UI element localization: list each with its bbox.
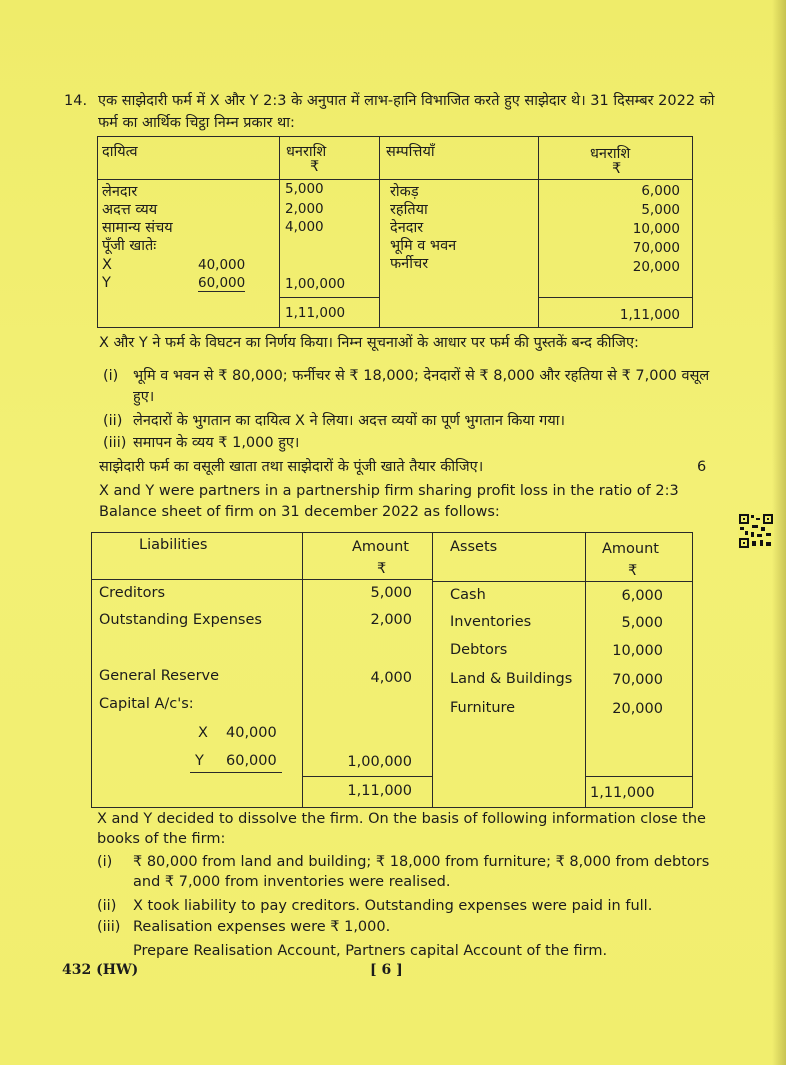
hindi-asset-0: रोकड़ <box>390 184 419 200</box>
hindi-asset-amt-3: 70,000 <box>632 240 680 256</box>
hindi-item-1-text: भूमि व भवन से ₹ 80,000; फर्नीचर से ₹ 18,000; देनदारों से ₹ 8,000 और रहतिया से ₹ 7,000 वसूल हुए। <box>133 368 710 405</box>
english-item-1-text: ₹ 80,000 from land and building; ₹ 18,000 from furniture; ₹ 8,000 from debtors and ₹ 7,000 from inventories were realised. <box>133 854 710 890</box>
hindi-asset-amt-2: 10,000 <box>632 221 680 237</box>
asset-inventories: Inventories <box>450 614 532 630</box>
hindi-header-liabilities: दायित्व <box>102 144 138 160</box>
liab-creditors-amount: 5,000 <box>370 585 412 601</box>
capital-y-amount: 60,000 <box>226 753 277 769</box>
capital-x-label: X <box>198 725 208 741</box>
hindi-liab-x: X <box>102 257 112 273</box>
header-assets: Assets <box>450 539 498 555</box>
hindi-item-2-roman: (ii) <box>103 413 123 429</box>
hindi-total-liabilities: 1,11,000 <box>285 305 346 321</box>
hindi-item-2 <box>103 411 723 432</box>
english-item-3-roman: (iii) <box>97 919 121 935</box>
english-prepare: Prepare Realisation Account, Partners capital Account of the firm. <box>133 943 608 959</box>
liab-capital: Capital A/c's: <box>99 696 194 712</box>
english-item-3-text: Realisation expenses were ₹ 1,000. <box>133 919 391 935</box>
question-intro-hindi <box>64 90 724 134</box>
hindi-item-2-text: लेनदारों के भुगतान का दायित्व X ने लिया। अदत्त व्ययों का पूर्ण भुगतान किया गया। <box>133 413 565 429</box>
hindi-item-1 <box>103 366 723 408</box>
hindi-header-amount-2: धनराशि <box>590 146 631 162</box>
capital-total: 1,00,000 <box>347 754 412 770</box>
question-intro-hindi-text: एक साझेदारी फर्म में X और Y 2:3 के अनुपात में लाभ-हानि विभाजित करते हुए साझेदार थे। 31 दिसम्बर 2022 को फर्म का आर्थिक चिट्ठा निम्न प्रकार था: <box>98 93 715 131</box>
asset-inventories-amount: 5,000 <box>621 615 663 631</box>
hindi-header-rupee: ₹ <box>310 159 320 175</box>
hindi-liab-3: पूँजी खातेः <box>102 238 157 254</box>
asset-debtors-amount: 10,000 <box>612 643 663 659</box>
liab-outstanding-amount: 2,000 <box>370 612 412 628</box>
hindi-item-3-roman: (iii) <box>103 435 127 451</box>
liab-general-reserve: General Reserve <box>99 668 220 684</box>
question-number: 14. <box>64 93 88 109</box>
english-intro: X and Y were partners in a partnership firm sharing profit loss in the ratio of 2:3 Balance sheet of firm on 31 december 2022 as follows: <box>99 483 679 520</box>
total-liabilities: 1,11,000 <box>347 783 412 799</box>
english-item-1 <box>97 852 722 892</box>
hindi-liab-amt-1: 2,000 <box>285 201 324 217</box>
hindi-prepare: साझेदारी फर्म का वसूली खाता तथा साझेदारों के पूंजी खाते तैयार कीजिए। <box>99 459 484 475</box>
header-liabilities: Liabilities <box>139 537 208 553</box>
liab-general-reserve-amount: 4,000 <box>370 670 412 686</box>
asset-debtors: Debtors <box>450 642 508 658</box>
english-item-2-text: X took liability to pay creditors. Outstanding expenses were paid in full. <box>133 898 653 914</box>
hindi-liab-1: अदत्त व्यय <box>102 202 158 218</box>
capital-x-amount: 40,000 <box>226 725 277 741</box>
marks: 6 <box>697 459 707 475</box>
header-rupee-2: ₹ <box>628 563 638 579</box>
hindi-x-capital: 40,000 <box>198 257 246 273</box>
asset-cash-amount: 6,000 <box>621 588 663 604</box>
header-amount: Amount <box>352 539 409 555</box>
header-rupee: ₹ <box>377 561 387 577</box>
hindi-total-assets: 1,11,000 <box>619 307 680 323</box>
hindi-item-3 <box>103 433 723 454</box>
hindi-header-amount: धनराशि <box>286 144 327 160</box>
asset-cash: Cash <box>450 587 486 603</box>
hindi-header-rupee-2: ₹ <box>612 161 622 177</box>
hindi-asset-amt-1: 5,000 <box>641 202 680 218</box>
balance-sheet-hindi <box>97 136 693 328</box>
balance-sheet-english <box>91 532 693 808</box>
hindi-liab-y: Y <box>102 275 111 291</box>
hindi-liab-amt-2: 4,000 <box>285 219 324 235</box>
page-edge-shadow <box>772 0 786 1065</box>
english-item-1-roman: (i) <box>97 854 113 870</box>
liab-outstanding: Outstanding Expenses <box>99 612 262 628</box>
capital-y-label: Y <box>195 753 204 769</box>
asset-furniture: Furniture <box>450 700 516 716</box>
asset-land-buildings: Land & Buildings <box>450 671 573 687</box>
hindi-capital-total: 1,00,000 <box>285 276 346 292</box>
asset-furniture-amount: 20,000 <box>612 701 663 717</box>
total-assets: 1,11,000 <box>590 785 655 801</box>
hindi-asset-2: देनदार <box>390 220 424 236</box>
hindi-liab-0: लेनदार <box>102 184 138 200</box>
hindi-item-1-roman: (i) <box>103 368 119 384</box>
qr-code <box>738 513 774 549</box>
hindi-asset-amt-0: 6,000 <box>641 183 680 199</box>
english-item-2-roman: (ii) <box>97 898 117 914</box>
header-amount-2: Amount <box>602 541 659 557</box>
hindi-decision: X और Y ने फर्म के विघटन का निर्णय किया। निम्न सूचनाओं के आधार पर फर्म की पुस्तकें बन्द कीजिए: <box>99 335 639 351</box>
english-decision: X and Y decided to dissolve the firm. On the basis of following information close the books of the firm: <box>97 811 706 847</box>
paper-code: 432 (HW) <box>62 962 139 978</box>
hindi-liab-2: सामान्य संचय <box>102 220 173 236</box>
english-item-2 <box>97 896 722 917</box>
liab-creditors: Creditors <box>99 585 165 601</box>
hindi-asset-amt-4: 20,000 <box>632 259 680 275</box>
english-item-3 <box>97 917 722 938</box>
asset-land-buildings-amount: 70,000 <box>612 672 663 688</box>
page-number: [ 6 ] <box>370 962 403 978</box>
hindi-y-capital: 60,000 <box>198 275 246 291</box>
hindi-asset-1: रहतिया <box>390 202 428 218</box>
hindi-liab-amt-0: 5,000 <box>285 181 324 197</box>
hindi-asset-3: भूमि व भवन <box>390 238 457 254</box>
hindi-header-assets: सम्पत्तियाँ <box>386 144 435 160</box>
hindi-asset-4: फर्नीचर <box>390 256 429 272</box>
hindi-item-3-text: समापन के व्यय ₹ 1,000 हुए। <box>133 435 300 451</box>
